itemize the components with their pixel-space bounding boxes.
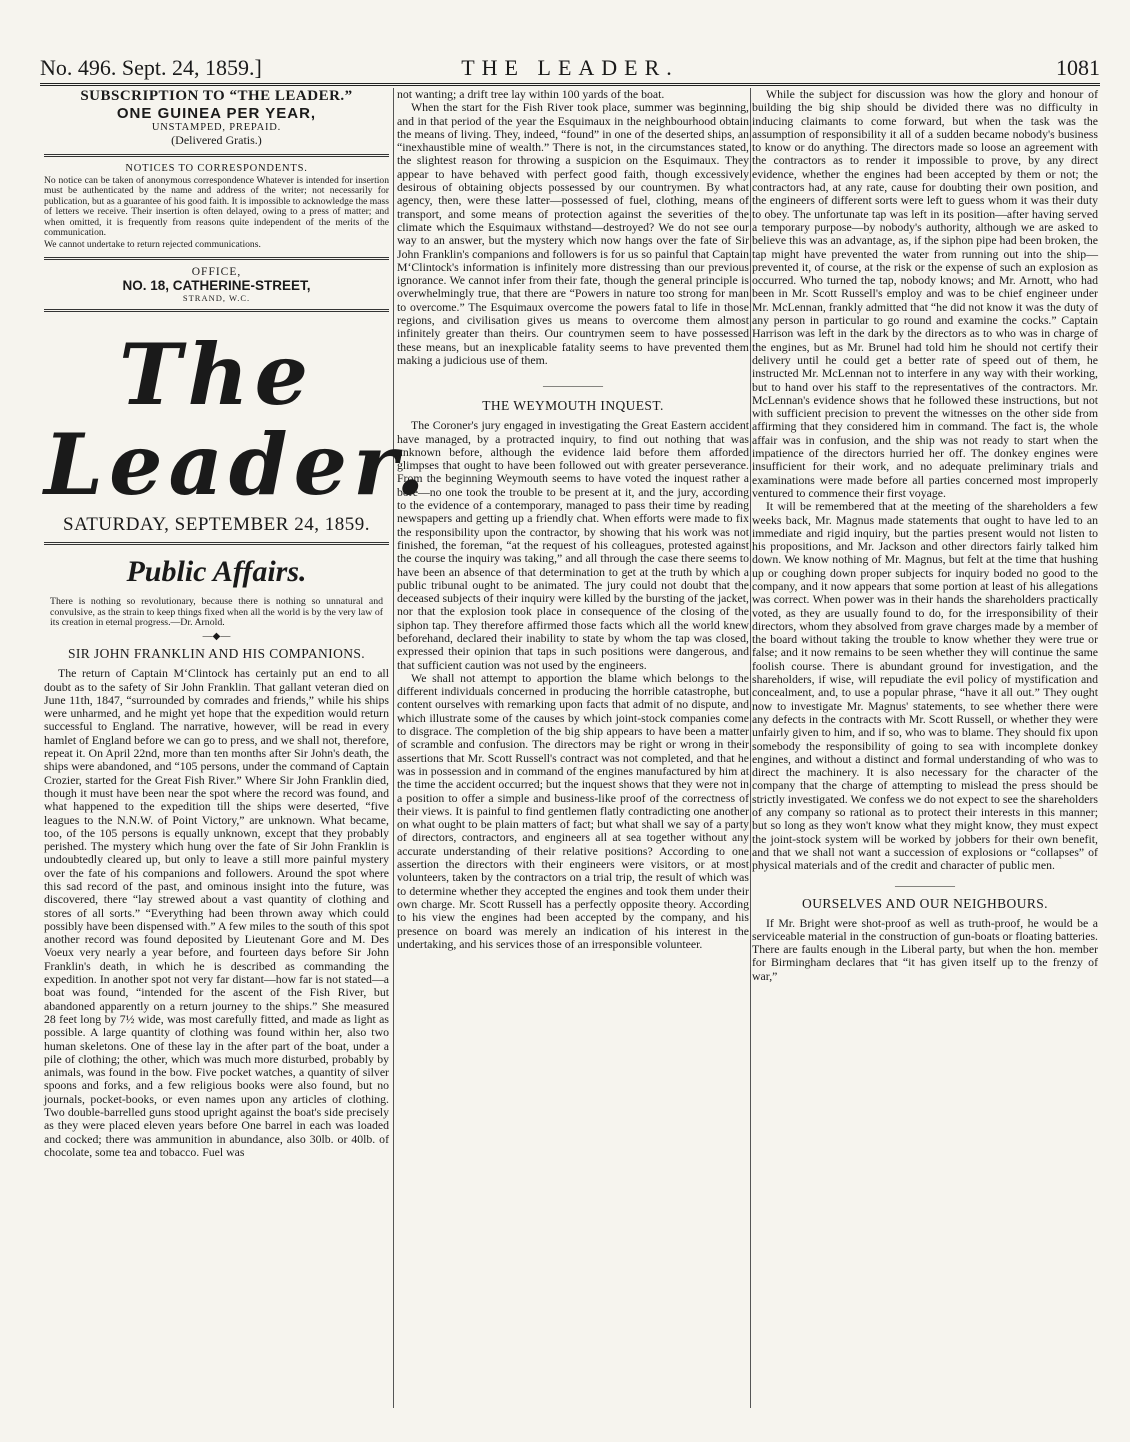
- article-body-franklin: [44, 667, 389, 1159]
- article-body-neighbours: [752, 917, 1098, 983]
- article-body-weymouth: [397, 419, 749, 951]
- article-title-franklin: SIR JOHN FRANKLIN AND HIS COMPANIONS.: [67, 646, 366, 662]
- office-address: NO. 18, CATHERINE-STREET,: [122, 277, 311, 293]
- notices-heading: NOTICES TO CORRESPONDENTS.: [125, 163, 308, 174]
- page-number: 1081: [1056, 55, 1100, 80]
- subscription-title: SUBSCRIPTION TO “THE LEADER.”: [80, 88, 353, 104]
- running-title: THE LEADER.: [461, 55, 679, 80]
- section-heading: Public Affairs.: [126, 554, 307, 588]
- paragraph: It will be remembered that at the meeting of the shareholders a few weeks back, Mr. Magnus made statements that ought to have led to an immediate and rigid inquiry, but the parties present would not listen to his propositions, and Mr. Jackson and other directors fairly talked him down. We know nothing of Mr. Magnus, but felt at the time that hushing up or coughing down proper subjects for inquiry boded no good to the company, and it now appears that some portion at least of his allegations was correct. When power was in their hands the shareholders practically voted, as they are usually found to do, for the irresponsibility of their directors, whom they absolved from grave charges made by a member of the board without taking the trouble to know whether they were true or false; and it now remains to be seen whether they will continue the same foolish course. There is abundant ground for investigation, and the shareholders, if wise, will repudiate the evil policy of mystification and concealment, and, to use a popular phrase, “have it all out.” They ought now to investigate Mr. Magnus' statements, to see whether there were any defects in the contracts with Mr. Scott Russell, or whether they were unfairly given to him, and if so, who was to blame. They should fix upon somebody the responsibility of going to sea with incomplete donkey engines, and without a distinct and formal understanding of who was to direct the machinery. It is also necessary for the character of the company that the charge of attempting to mislead the press should be strictly investigated. We confess we do not expect to see the shareholders of any company so rational as to protect their interests in this manner; but so long as they won't know what they might know, they must expect the joint-stock system will be worked by jobbers for their own benefit, and that we shall not want a succession of explosions or “collapses” of physical materials and of the credit and character of public men.: [752, 499, 1098, 873]
- issue-date: SATURDAY, SEPTEMBER 24, 1859.: [63, 513, 370, 535]
- paragraph: When the start for the Fish River took place, summer was beginning, and in that period of the year the Esquimaux in the neighbourhood obtain the means of living. They, indeed, “found” in one of the deserted ships, an “inexhaustible mine of wealth.” There is not, in the circumstances stated, the slightest reason for throwing a suspicion on the Esquimaux. They appear to have behaved with perfect good faith, though excessively desirous of obtaining objects possessed by our countrymen. By what agency, then, were these latter—possessed of fuel, clothing, means of transport, and some means of protection against the severities of the climate which the Esquimaux withstand—destroyed? We do not see our way to an answer, but the mystery which now hangs over the fate of Sir John Franklin's companions and followers is for us so painful that Captain M‘Clintock's information is infinitely more distressing than our previous ignorance. We cannot infer from their fate, though the general principle is overwhelmingly true, that there are “Powers in nature too strong for man to overcome.” The Esquimaux overcome the powers fatal to life in those regions, and civilisation gives us means to overcome them almost infinitely greater than theirs. Our countrymen seem to have possessed these means, but an inexplicable fatality seems to have prevented them making a judicious use of them.: [397, 100, 749, 367]
- notices-text: No notice can be taken of anonymous correspondence Whatever is intended for insertion must be authenticated by the name and address of the writer; not necessarily for publication, but as a guarantee of his good faith. It is impossible to acknowledge the mass of letters we receive. Their insertion is often delayed, owing to a press of matter; and when omitted, it is frequently from reasons quite independent of the merits of the communication.: [44, 175, 389, 239]
- column-divider: [393, 88, 394, 1408]
- subscription-price: ONE GUINEA PER YEAR,: [116, 105, 317, 122]
- page-header: [40, 55, 1100, 83]
- divider: [44, 309, 389, 312]
- article-title-weymouth: THE WEYMOUTH INQUEST.: [482, 398, 664, 414]
- header-rule: [40, 83, 1100, 86]
- paragraph: not wanting; a drift tree lay within 100 yards of the boat.: [397, 87, 665, 101]
- divider: ——————: [895, 880, 955, 892]
- paragraph: If Mr. Bright were shot-proof as well as truth-proof, he would be a serviceable material in the construction of gun-boats or floating batteries. There are faults enough in the Liberal party, but when the hon. member for Birmingham declares that “it has given itself up to the frenzy of war,”: [752, 915, 1098, 983]
- divider: [44, 154, 389, 157]
- paragraph: The return of Captain M‘Clintock has certainly put an end to all doubt as to the safety of Sir John Franklin. That gallant veteran died on June 11th, 1847, “surrounded by comrades and friends,” while his ships were unharmed, and he might yet hope that the expedition would return successful to England. The narrative, however, will be read in every hamlet of England before we can go to press, and we shall not, therefore, repeat it. On April 22nd, more than ten months after Sir John's death, the ships were abandoned, and “105 persons, under the command of Captain Crozier, started for the Great Fish River.” Where Sir John Franklin died, though it must have been near the spot where the record was found, and what happened to the expedition till the ships were deserted, “five leagues to the N.N.W. of Point Victory,” are unknown. What became, too, of the 105 persons is equally unknown, except that they probably perished. The mystery which hung over the fate of Sir John Franklin is undoubtedly cleared up, but only to leave a still more painful mystery over the fate of his companions and followers. Around the spot where this sad record of the past, and ominous insight into the future, was discovered, there “lay strewed about a vast quantity of clothing and stores of all sorts.” “Everything had been thrown away which could possibly have been dispensed with.” A few miles to the south of this spot another record was found deposited by Lieutenant Gore and M. Des Voeux very nearly a year before, and fourteen days before Sir John Franklin's death, in which he is described as commanding the expedition. In another spot not very far distant—how far is not stated—a boat was found, “intended for the ascent of the Fish River, but abandoned apparently on a return journey to the ships.” She measured 28 feet long by 7½ wide, was most carefully fitted, and made as light as possible. A large quantity of clothing was found within her, also two human skeletons. One of these lay in the after part of the boat, under a pile of clothing; the other, which was much more disturbed, probably by animals, was found in the bow. Five pocket watches, a quantity of silver spoons and forks, and a few religious books were also found, but no journals, pocket-books, or even names upon any articles of clothing. Two double-barrelled guns stood upright against the boat's side precisely as they were placed eleven years before One barrel in each was loaded and cocked; there was ammunition in abundance, also 30lb. or 40lb. of chocolate, some tea and tobacco. Fuel was: [44, 666, 389, 1159]
- article-title-neighbours: OURSELVES AND OUR NEIGHBOURS.: [802, 895, 1048, 911]
- office-label: OFFICE,: [191, 265, 242, 278]
- paragraph: While the subject for discussion was how the glory and honour of building the big ship should be divided there was no difficulty in inducing claimants to come forward, but when the task was the assumption of responsibility it all of a sudden became nobody's business to know or do anything. The directors made so loose an agreement with the contractors as to render it impossible to prove, by any direct evidence, whether the engines had been accepted by them or not; the contractors had, at any rate, cause for doubting their own position, and the engineers of different sorts were left to guess whom it was their duty to obey. The unfortunate tap was left in its position—after having served a temporary purpose—by nobody's authority, although we are asked to believe this was an advantage, as, if the siphon pipe had been broken, the tap might have prevented the water from running out into the ship—prevented it, of course, at the risk or the expense of such an explosion as occurred. Who turned the tap, nobody knows; and Mr. Arnott, who had been in Mr. Scott Russell's employ and was to be chief engineer under Mr. McLennan, frankly admitted that “he did not know it was the duty of any person in particular to go round and examine the cocks.” Captain Harrison was left in the dark by the directors as to who was in charge of the engines, but as Mr. Brunel had told him he should not certify their delivery until he could get a better rate of speed out of them, he instructed Mr. McLennan not to interfere in any way with their working, but to hand over his staff to the representatives of the contractors. Mr. McLennan's evidence shows that he followed these instructions, but not with sufficient precision to prevent the witnesses on the other side from affirming that they considered him in command. The fact is, the whole affair was in confusion, and the ship was not ready to start when the impatience of the directors hurried her off. The donkey engines were insufficient for their work, and no adequate preliminary trials and examinations were made before all parties concerned most improperly ventured to commence their first voyage.: [752, 87, 1098, 500]
- paragraph: We shall not attempt to apportion the blame which belongs to the different individuals concerned in producing the horrible catastrophe, but content ourselves with remarking upon facts that admit of no dispute, and which illustrate some of the causes by which joint-stock companies come to disgrace. The completion of the big ship appears to have been a matter of scramble and confusion. The directors may be right or wrong in their assertions that Mr. Scott Russell's contract was not completed, and that he was in possession and in command of the engines manufactured by him at the time the accident occurred; but the inquest shows that they were not in a position to offer a simple and business-like proof of the correctness of their views. It is painful to find gentlemen flatly contradicting one another on what ought to be plain matters of fact; but what shall we say of a party of directors, contractors, and engineers all at sea together without any accurate understanding of their relative positions? According to one assertion the directors with their engineers were visitors, or at most volunteers, taken by the contractors on a trial trip, the result of which was to determine whether they accepted the engines and took them under their own charge. Mr. Scott Russell has a perfectly opposite theory. According to his view the engines had been accepted by the company, and his presence on board was merely an indication of his interest in the undertaking, and his services those of an irresponsible volunteer.: [397, 670, 749, 951]
- column-3: [752, 88, 1098, 983]
- issue-info: No. 496. Sept. 24, 1859.]: [40, 55, 262, 80]
- article-body-franklin-cont: [397, 88, 749, 367]
- column-divider: [750, 88, 751, 1408]
- subscription-terms: UNSTAMPED, PREPAID.: [151, 122, 282, 133]
- column-1: [44, 88, 431, 1159]
- paragraph: The Coroner's jury engaged in investigating the Great Eastern accident have managed, by a protracted inquiry, to find out nothing that was unknown before, although the evidence laid before them afforded glimpses that ought to have been followed out with greater perseverance. From the beginning Weymouth seems to have voted the inquest rather a bore—no one took the trouble to be present at it, and the jury, according to the evidence of a contemporary, managed to pass their time by reading newspapers and getting up a friendly chat. When efforts were made to fix the responsibility upon the contractor, by showing that his work was not finished, the foreman, “at the request of his colleagues, protested against the course the inquiry was taking,” and all through the case there seems to have been an absence of that determination to get at the truth by which a public tribunal ought to be animated. The jury could not doubt that the deceased subjects of their inquiry were killed by the bursting of the jacket, nor that the explosion took place in consequence of the closing of the siphon tap. They therefore affirmed those facts which all the world knew beforehand, declared their inability to state by whom the tap was closed, expressed their opinion that taps in such positions were dangerous, and that sufficient caution was not used by the engineers.: [397, 418, 749, 672]
- divider: ——————: [543, 381, 603, 393]
- office-strand: STRAND, W.C.: [182, 292, 251, 303]
- ornament: —◆—: [202, 631, 231, 643]
- notices-return: We cannot undertake to return rejected communications.: [44, 239, 261, 251]
- subscription-delivery: (Delivered Gratis.): [171, 133, 262, 147]
- epigraph: There is nothing so revolutionary, because there is nothing so unnatural and convulsive, as the strain to keep things fixed when all the world is by the very law of its creation in eternal progress.—Dr. Arnold.: [50, 595, 383, 629]
- column-2: [397, 88, 749, 951]
- article-body-weymouth-cont: [752, 88, 1098, 873]
- masthead: The Leader.: [44, 324, 431, 514]
- divider: [44, 542, 389, 545]
- divider: [44, 257, 389, 260]
